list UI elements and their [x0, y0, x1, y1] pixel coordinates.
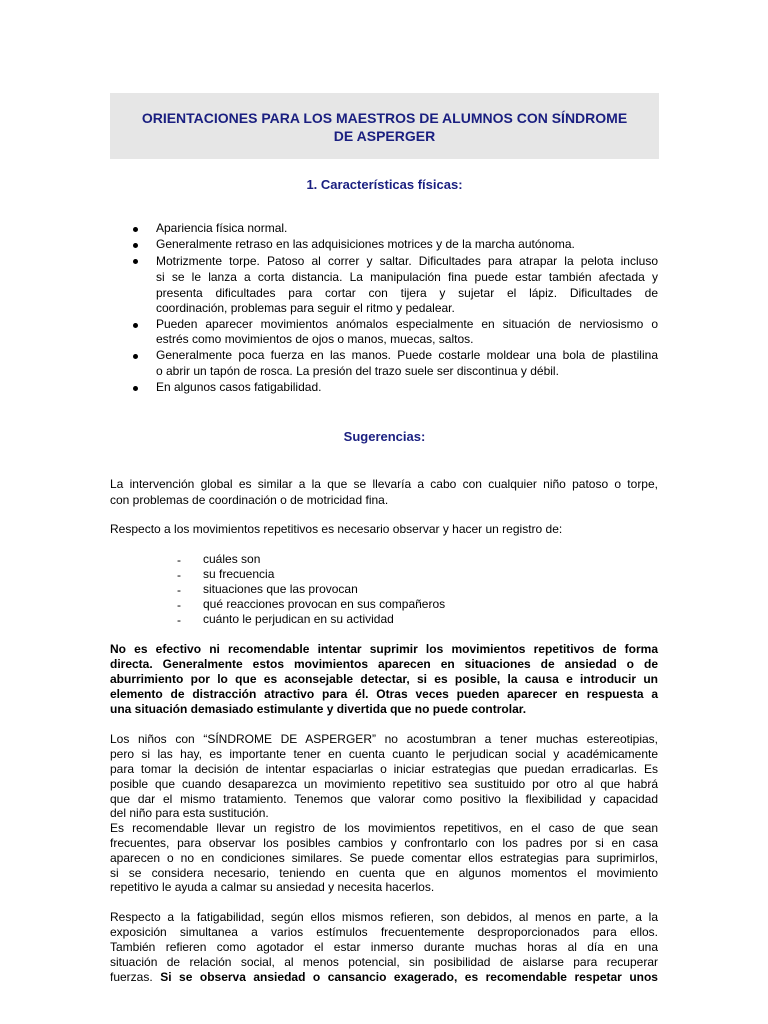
dash-item: cuánto le perjudican en su actividad [203, 612, 394, 626]
paragraph-line-mixed [110, 970, 658, 985]
dash-marker: - [177, 613, 181, 627]
paragraph-line: También refieren como agotador el estar inmerso durante muchas horas al día en una [110, 940, 658, 954]
section-heading-physical: 1. Características físicas: [306, 177, 463, 192]
bullet-item-line: coordinación, problemas para seguir el ritmo y pedalear. [156, 301, 455, 315]
bold-paragraph-line: directa. Generalmente estos movimientos aparecen en situaciones de ansiedad o de [110, 657, 658, 671]
paragraph-line: Los niños con “SÍNDROME DE ASPERGER” no acostumbran a tener muchas estereotipias, [110, 732, 658, 746]
paragraph-line: repetitivo le ayuda a calmar su ansiedad y necesita hacerlos. [110, 880, 435, 894]
bullet-icon [133, 259, 138, 264]
paragraph-line: posible que cuando desaparezca un movimiento repetitivo sea sustituido por otro al que habrá [110, 777, 658, 791]
normal-text: fuerzas. [110, 970, 161, 984]
dash-item: situaciones que las provocan [203, 582, 358, 596]
bullet-item-line: presenta dificultades para cortar con tijera y sujetar el lápiz. Dificultades de [156, 286, 658, 300]
bold-paragraph-line: No es efectivo ni recomendable intentar suprimir los movimientos repetitivos de forma [110, 642, 658, 656]
paragraph-line: pero si las hay, es importante tener en cuenta cuanto le perjudican social y académicamente [110, 747, 658, 761]
bullet-item-line: Generalmente poca fuerza en las manos. Puede costarle moldear una bola de plastilina [156, 348, 658, 362]
paragraph-line: frecuentes, para observar los posibles cambios y confrontarlo con los padres por si en casa [110, 836, 658, 850]
bullet-icon [133, 323, 138, 328]
paragraph-line: exposición simultanea a varios estímulos frecuentemente desproporcionados para ellos. [110, 925, 658, 939]
bullet-item-line: Pueden aparecer movimientos anómalos especialmente en situación de nerviosismo o [156, 317, 658, 331]
bullet-item-line: o abrir un tapón de rosca. La presión del trazo suele ser discontinua y débil. [156, 364, 559, 378]
bold-paragraph-line: aburrimiento por lo que es aconsejable detectar, si es posible, la causa e introducir un [110, 672, 658, 686]
dash-marker: - [177, 568, 181, 582]
bold-paragraph-line: elemento de distracción atractivo para él. Otras veces pueden aparecer en respuesta a [110, 687, 658, 701]
dash-item: qué reacciones provocan en sus compañeros [203, 597, 446, 611]
paragraph-line: situación de relación social, al menos potencial, sin posibilidad de aislarse para recuperar [110, 955, 658, 969]
bullet-icon [133, 386, 138, 391]
paragraph-line: Respecto a los movimientos repetitivos es necesario observar y hacer un registro de: [110, 522, 563, 536]
paragraph-line: que dar el mismo tratamiento. Tenemos que valorar como positivo la flexibilidad y capacidad [110, 792, 658, 806]
paragraph-line: del niño para esta sustitución. [110, 806, 269, 820]
bullet-item-line: Motrizmente torpe. Patoso al correr y saltar. Dificultades para atrapar la pelota incluso [156, 254, 658, 268]
dash-marker: - [177, 553, 181, 567]
bullet-item: Apariencia física normal. [156, 221, 288, 235]
title-line-1: ORIENTACIONES PARA LOS MAESTROS DE ALUMNOS CON SÍNDROME [141, 110, 628, 126]
paragraph-line: si se considera necesario, teniendo en cuenta que en algunos momentos el movimiento [110, 866, 658, 880]
bullet-item-line: si se le lanza a corta distancia. La manipulación fina puede estar también afectada y [156, 270, 658, 284]
title-box [110, 93, 659, 159]
paragraph-line: La intervención global es similar a la que se llevaría a cabo con cualquier niño patoso o torpe, [110, 477, 658, 491]
paragraph-line: para tomar la decisión de intentar espaciarlas o iniciar estrategias que puedan erradicarlas. Es [110, 762, 658, 776]
dash-marker: - [177, 583, 181, 597]
dash-item: cuáles son [203, 552, 261, 566]
bold-paragraph-line: una situación demasiado estimulante y divertida que no puede controlar. [110, 702, 527, 716]
bold-text: Si se observa ansiedad o cansancio exagerado, es recomendable respetar unos [160, 970, 658, 984]
dash-marker: - [177, 598, 181, 612]
bullet-icon [133, 227, 138, 232]
paragraph-line: con problemas de coordinación o de motricidad fina. [110, 493, 389, 507]
paragraph-line: Es recomendable llevar un registro de los movimientos repetitivos, en el caso de que sean [110, 821, 658, 835]
paragraph-line: aparecen o no en condiciones similares. Se puede comentar ellos estrategias para suprimirlos, [110, 851, 658, 865]
bullet-item-line: estrés como movimientos de ojos o manos, muecas, saltos. [156, 332, 474, 346]
title-line-2: DE ASPERGER [333, 128, 436, 144]
section-heading-suggestions: Sugerencias: [343, 429, 426, 444]
bullet-item: Generalmente retraso en las adquisiciones motrices y de la marcha autónoma. [156, 237, 575, 251]
bullet-icon [133, 243, 138, 248]
bullet-icon [133, 354, 138, 359]
dash-item: su frecuencia [203, 567, 275, 581]
bullet-item: En algunos casos fatigabilidad. [156, 380, 322, 394]
paragraph-line: Respecto a la fatigabilidad, según ellos mismos refieren, son debidos, al menos en parte, a la [110, 910, 658, 924]
